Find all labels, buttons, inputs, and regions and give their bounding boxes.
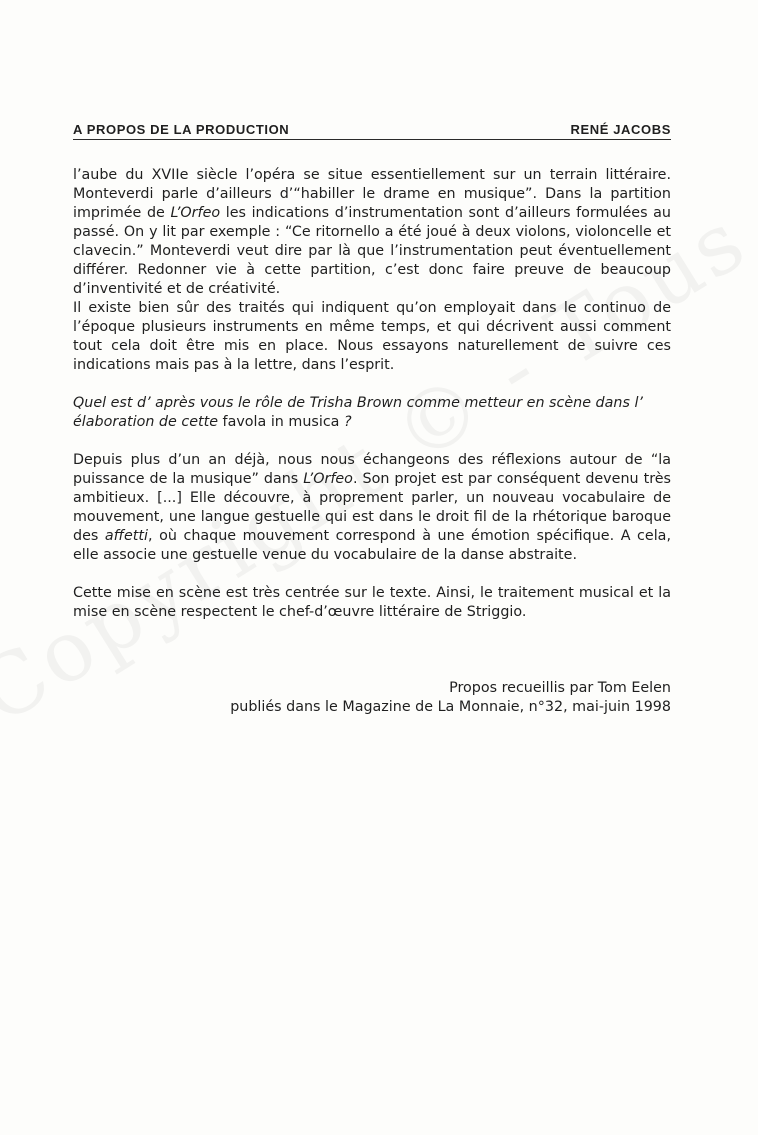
credits-source: publiés dans le Magazine de La Monnaie, n°32, mai-juin 1998 [230,699,671,715]
author-name: RENÉ JACOBS [570,122,671,137]
paragraph-1: l’aube du XVIIe siècle l’opéra se situe essentiellement sur un terrain littéraire. Monteverdi parle d’ailleurs d’“habiller le drame en musique”. Dans la partition imprimée de L’Orfeo les indications d’instrumentation sont d’ailleurs formulées au passé. On y lit par exemple : “Ce ritornello a été joué à deux violons, violoncelle et clavecin.” Monteverdi veut dire par là que l’instrumentation peut éventuellement différer. Redonner vie à cette partition, c’est donc faire preuve de beaucoup d’inventivité et de créativité. [73,167,671,297]
interview-question: Quel est d’ après vous le rôle de Trisha Brown comme metteur en scène dans l’ élaboration de cette favola in musica ? [73,395,643,430]
paragraph-4: Cette mise en scène est très centrée sur le texte. Ainsi, le traitement musical et la mise en scène respectent le chef-d’œuvre littéraire de Striggio. [73,585,671,620]
term-affetti: affetti [104,528,148,544]
section-title: A PROPOS DE LA PRODUCTION [73,122,290,137]
credits-interviewer: Propos recueillis par Tom Eelen [449,680,671,696]
paragraph-3: Depuis plus d’un an déjà, nous nous échangeons des réflexions autour de “la puissance de la musique” dans L’Orfeo. Son projet est par conséquent devenu très ambitieux. [...] Elle découvre, à proprement parler, un nouveau vocabulaire de mouvement, une langue gestuelle qui est dans le droit fil de la rhétorique baroque des affetti, où chaque mouvement correspond à une émotion spécifique. A cela, elle associe une gestuelle venue du vocabulaire de la danse abstraite. [73,452,671,563]
article-body [73,166,671,622]
credits-block [230,679,671,717]
paragraph-2: Il existe bien sûr des traités qui indiquent qu’on employait dans le continuo de l’époque plusieurs instruments en même temps, et qui décrivent aussi comment tout cela doit être mis en place. Nous essayons naturellement de suivre ces indications mais pas à la lettre, dans l’esprit. [73,300,671,373]
running-header [73,122,671,140]
work-title: L’Orfeo [170,205,221,221]
work-title: L’Orfeo [303,471,353,487]
